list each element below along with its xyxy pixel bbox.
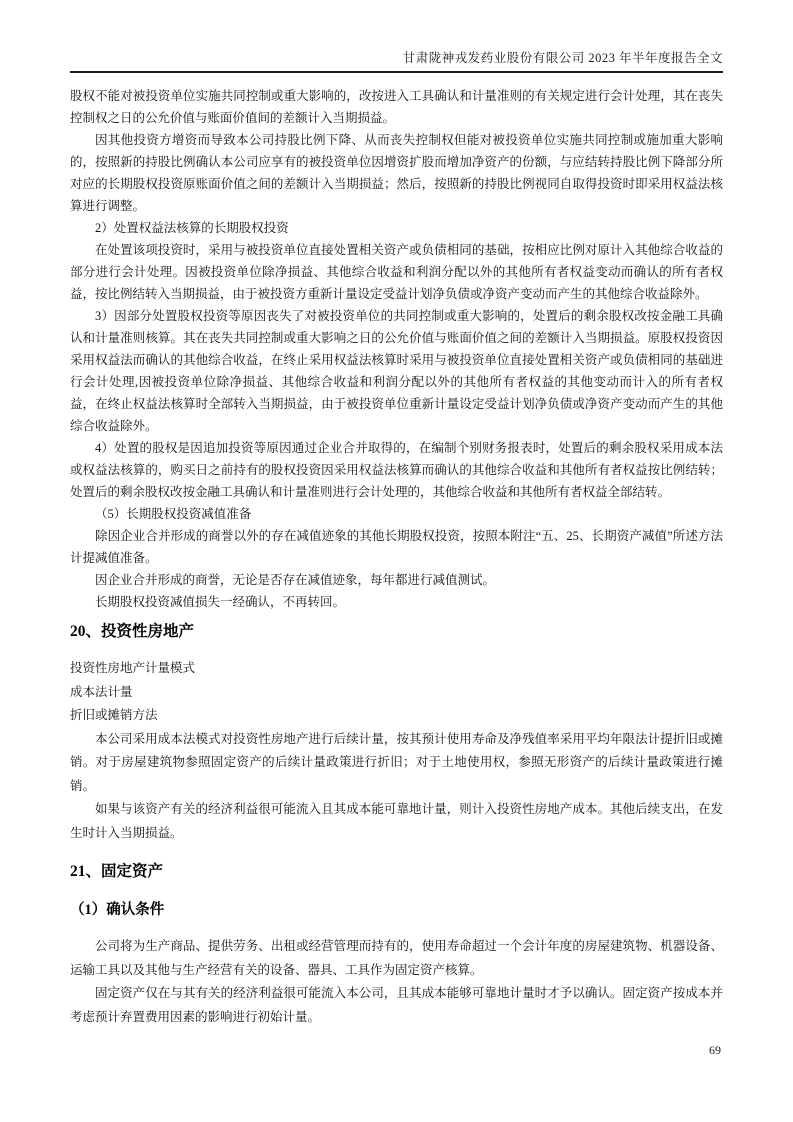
section-21-heading-fixed-assets: 21、固定资产 (70, 863, 164, 880)
paragraph-loss-of-control-continuation: 股权不能对被投资单位实施共同控制或重大影响的，改按进入工具确认和计量准则的有关规定进行会计处理，其在丧失控制权之日的公允价值与账面价值间的差额计入当期损益。 (70, 89, 723, 125)
paragraph-investment-property-cost: 如果与该资产有关的经济利益很可能流入且其成本能可靠地计量，则计入投资性房地产成本。其他后续支出，在发生时计入当期损益。 (70, 802, 723, 840)
page-header (70, 0, 723, 73)
line-depreciation-method: 折旧或摊销方法 (70, 708, 158, 722)
paragraph-fixed-asset-definition: 公司将为生产商品、提供劳务、出租或经营管理而持有的，使用寿命超过一个会计年度的房屋建筑物、机器设备、运输工具以及其他与生产经营有关的设备、器具、工具作为固定资产核算。 (70, 939, 723, 977)
line-cost-method: 成本法计量 (70, 684, 133, 699)
header-title: 甘肃陇神戎发药业股份有限公司 2023 年半年度报告全文 (402, 51, 723, 65)
section-20-heading-investment-property: 20、投资性房地产 (70, 623, 195, 640)
page-number: 69 (709, 1043, 721, 1057)
paragraph-goodwill-impairment-method: 除因企业合并形成的商誉以外的存在减值迹象的其他长期股权投资，按照本附注“五、25、长期资产减值”所述方法计提减值准备。 (70, 529, 723, 565)
page-content (70, 85, 723, 1029)
line-measurement-model: 投资性房地产计量模式 (70, 661, 196, 675)
sub-heading-recognition-criteria: （1）确认条件 (70, 902, 165, 918)
paragraph-disposal-treatment: 在处置该项投资时，采用与被投资单位直接处置相关资产或负债相同的基础，按相应比例对原计入其他综合收益的部分进行会计处理。因被投资单位除净损益、其他综合收益和利润分配以外的其他所有者权益变动而确认的所有者权益，按比例结转入当期损益，由于被投资方重新计量设定受益计划净负债或净资产变动而产生的其他综合收益除外。 (70, 243, 723, 301)
paragraph-goodwill-annual-test: 因企业合并形成的商誉，无论是否存在减值迹象，每年都进行减值测试。 (95, 573, 496, 587)
paragraph-impairment-no-reversal: 长期股权投资减值损失一经确认，不再转回。 (95, 595, 346, 609)
list-item-3-partial-disposal: 3）因部分处置股权投资等原因丧失了对被投资单位的共同控制或重大影响的，处置后的剩余股权改按金融工具确认和计量准则核算。其在丧失共同控制或重大影响之日的公允价值与账面价值之间的差额计入当期损益。原股权投资因采用权益法而确认的其他综合收益，在终止采用权益法核算时采用与被投资单位直接处置相关资产或负债相同的基础进行会计处理,因被投资单位除净损益、其他综合收益和利润分配以外的其他所有者权益的其他变动而计入的所有者权益，在终止权益法核算时全部转入当期损益，由于被投资单位重新计量设定受益计划净负债或净资产变动而产生的其他综合收益除外。 (70, 309, 723, 433)
list-item-5-impairment-provision-title: （5）长期股权投资减值准备 (95, 507, 252, 521)
paragraph-fixed-asset-recognition: 固定资产仅在与其有关的经济利益很可能流入本公司，且其成本能够可靠地计量时才予以确认。固定资产按成本并考虑预计弃置费用因素的影响进行初始计量。 (70, 986, 723, 1024)
paragraph-investor-capital-increase: 因其他投资方增资而导致本公司持股比例下降、从而丧失控制权但能对被投资单位实施共同控制或施加重大影响的，按照新的持股比例确认本公司应享有的被投资单位因增资扩股而增加净资产的份额，与应结转持股比例下降部分所对应的长期股权投资原账面价值之间的差额计入当期损益；然后，按照新的持股比例视同自取得投资时即采用权益法核算进行调整。 (70, 133, 723, 213)
paragraph-investment-property-measurement: 本公司采用成本法模式对投资性房地产进行后续计量，按其预计使用寿命及净残值率采用平均年限法计提折旧或摊销。对于房屋建筑物参照固定资产的后续计量政策进行折旧；对于土地使用权，参照无形资产的后续计量政策进行摊销。 (70, 731, 723, 793)
list-item-4-business-combination-equity: 4）处置的股权是因追加投资等原因通过企业合并取得的，在编制个别财务报表时，处置后的剩余股权采用成本法或权益法核算的，购买日之前持有的股权投资因采用权益法核算而确认的其他综合收益和其他所有者权益按比例结转；处置后的剩余股权改按金融工具确认和计量准则进行会计处理的，其他综合收益和其他所有者权益全部结转。 (70, 441, 723, 499)
list-item-2-equity-method-disposal: 2）处置权益法核算的长期股权投资 (95, 221, 289, 235)
section-21-body (70, 935, 723, 1029)
